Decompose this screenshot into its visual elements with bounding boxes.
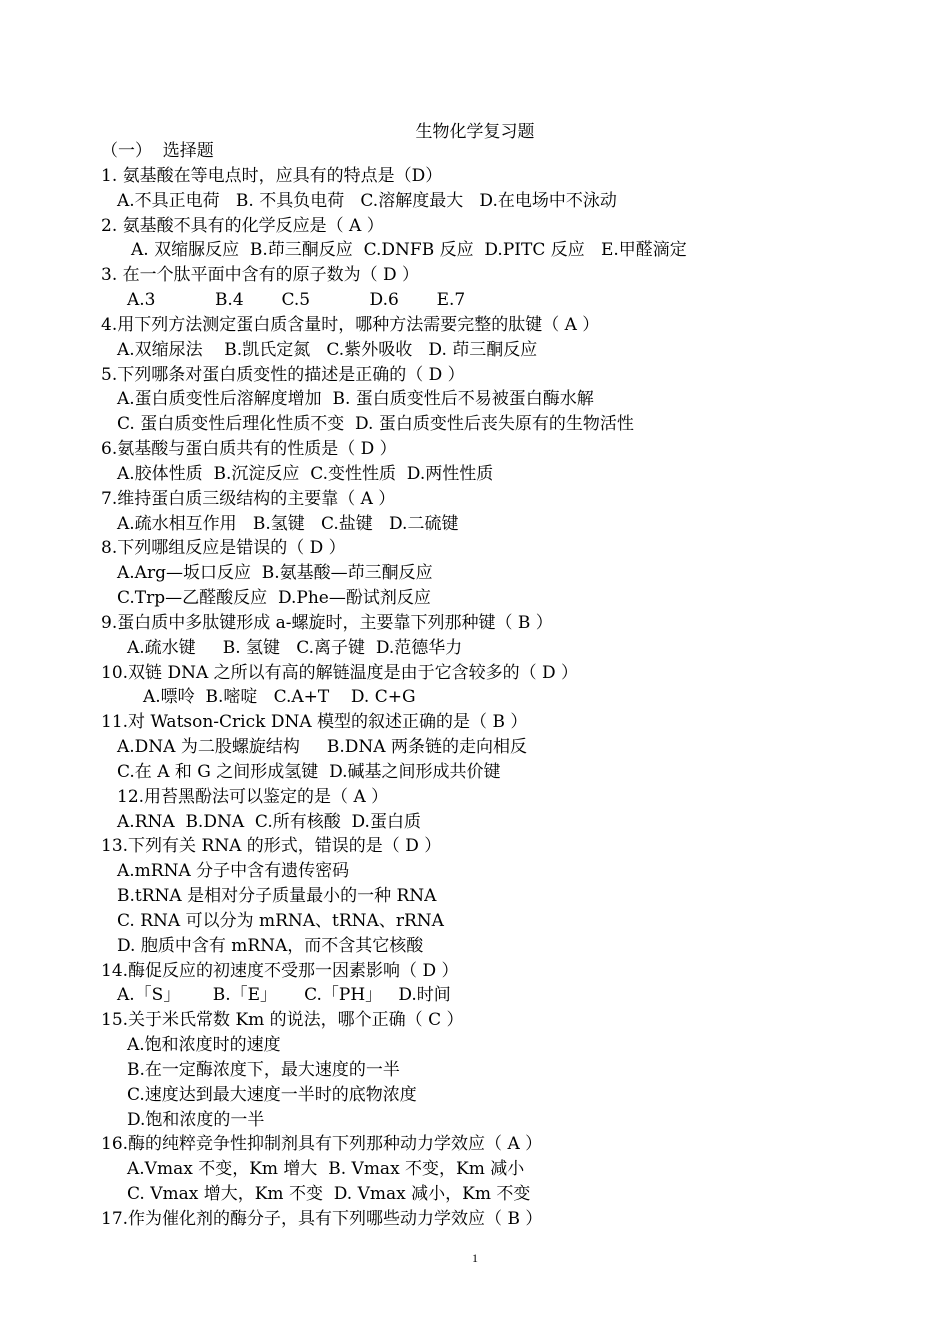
page-number: 1	[472, 1251, 478, 1265]
question-line: C.在 A 和 G 之间形成氢键 D.碱基之间形成共价键	[117, 762, 501, 782]
question-line: A. 双缩脲反应 B.茚三酮反应 C.DNFB 反应 D.PITC 反应 E.甲醛滴定	[131, 240, 687, 260]
question-line: 5.下列哪条对蛋白质变性的描述是正确的（ D ）	[101, 365, 465, 385]
question-line: A.双缩尿法 B.凯氏定氮 C.紫外吸收 D. 茚三酮反应	[117, 340, 538, 360]
page-title: 生物化学复习题	[415, 122, 535, 142]
section-heading: （一） 选择题	[101, 141, 214, 161]
question-line: 17.作为催化剂的酶分子，具有下列哪些动力学效应（ B ）	[101, 1209, 543, 1229]
question-line: 11.对 Watson-Crick DNA 模型的叙述正确的是（ B ）	[101, 712, 528, 732]
question-line: A.RNA B.DNA C.所有核酸 D.蛋白质	[117, 812, 421, 832]
question-line: C. RNA 可以分为 mRNA、tRNA、rRNA	[117, 911, 444, 931]
question-line: A.「S」 B.「E」 C.「PH」 D.时间	[117, 985, 451, 1005]
question-line: 8.下列哪组反应是错误的（ D ）	[101, 538, 346, 558]
question-line: A.DNA 为二股螺旋结构 B.DNA 两条链的走向相反	[117, 737, 527, 757]
question-line: 10.双链 DNA 之所以有高的解链温度是由于它含较多的（ D ）	[101, 663, 579, 683]
question-line: A.mRNA 分子中含有遗传密码	[117, 861, 350, 881]
question-line: 14.酶促反应的初速度不受那一因素影响（ D ）	[101, 961, 459, 981]
question-line: A.不具正电荷 B. 不具负电荷 C.溶解度最大 D.在电场中不泳动	[117, 191, 617, 211]
question-line: 7.维持蛋白质三级结构的主要靠（ A ）	[101, 489, 396, 509]
question-line: C.速度达到最大速度一半时的底物浓度	[127, 1085, 417, 1105]
question-line: 13.下列有关 RNA 的形式，错误的是（ D ）	[101, 836, 442, 856]
question-line: 9.蛋白质中多肽键形成 a-螺旋时，主要靠下列那种键（ B ）	[101, 613, 553, 633]
question-line: 6.氨基酸与蛋白质共有的性质是（ D ）	[101, 439, 397, 459]
question-line: B.在一定酶浓度下，最大速度的一半	[127, 1060, 400, 1080]
question-line: 2. 氨基酸不具有的化学反应是（ A ）	[101, 216, 384, 236]
question-line: A.疏水相互作用 B.氢键 C.盐键 D.二硫键	[117, 514, 459, 534]
question-line: C.Trp—乙醛酸反应 D.Phe—酚试剂反应	[117, 588, 431, 608]
question-line: 4.用下列方法测定蛋白质含量时，哪种方法需要完整的肽键（ A ）	[101, 315, 600, 335]
question-line: C. 蛋白质变性后理化性质不变 D. 蛋白质变性后丧失原有的生物活性	[117, 414, 634, 434]
question-line: 16.酶的纯粹竞争性抑制剂具有下列那种动力学效应（ A ）	[101, 1134, 543, 1154]
question-line: D.饱和浓度的一半	[127, 1110, 265, 1130]
question-line: A.嘌呤 B.嘧啶 C.A+T D. C+G	[143, 687, 416, 707]
question-line: 12.用苔黑酚法可以鉴定的是（ A ）	[117, 787, 389, 807]
question-line: 1. 氨基酸在等电点时，应具有的特点是（D）	[101, 166, 443, 186]
question-line: A.3 B.4 C.5 D.6 E.7	[127, 290, 466, 310]
question-line: A.Arg—坂口反应 B.氨基酸—茚三酮反应	[117, 563, 433, 583]
question-line: D. 胞质中含有 mRNA，而不含其它核酸	[117, 936, 424, 956]
question-line: B.tRNA 是相对分子质量最小的一种 RNA	[117, 886, 437, 906]
question-line: A.蛋白质变性后溶解度增加 B. 蛋白质变性后不易被蛋白酶水解	[117, 389, 594, 409]
question-line: A.胶体性质 B.沉淀反应 C.变性性质 D.两性性质	[117, 464, 494, 484]
question-line: A.饱和浓度时的速度	[127, 1035, 281, 1055]
question-line: A.Vmax 不变，Km 增大 B. Vmax 不变，Km 减小	[127, 1159, 525, 1179]
question-line: 15.关于米氏常数 Km 的说法，哪个正确（ C ）	[101, 1010, 464, 1030]
question-line: C. Vmax 增大，Km 不变 D. Vmax 减小，Km 不变	[127, 1184, 531, 1204]
question-line: 3. 在一个肽平面中含有的原子数为（ D ）	[101, 265, 420, 285]
question-line: A.疏水键 B. 氢键 C.离子键 D.范德华力	[127, 638, 463, 658]
